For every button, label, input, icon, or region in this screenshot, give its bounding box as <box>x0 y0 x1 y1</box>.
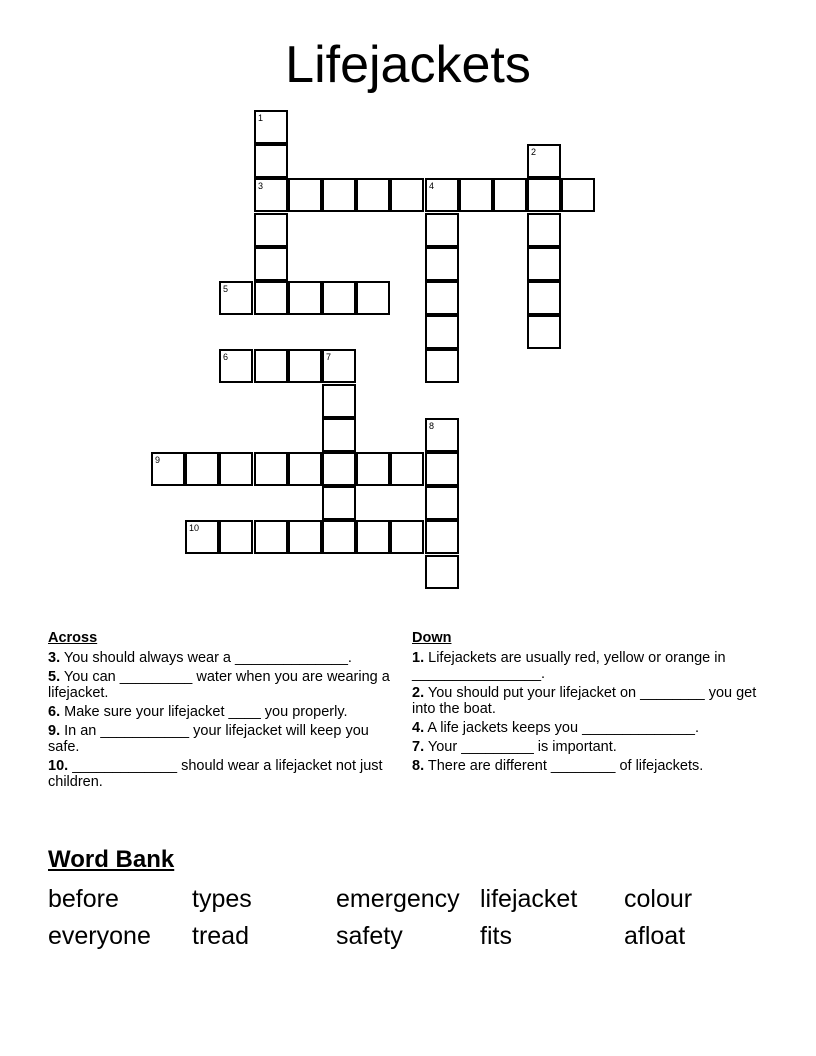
grid-cell[interactable] <box>254 247 288 281</box>
clue-number: 6 <box>223 352 229 362</box>
grid-cell[interactable] <box>219 349 253 383</box>
clue-across-9: 9. In an ___________ your lifejacket will keep you safe. <box>48 723 369 755</box>
grid-cell[interactable] <box>425 349 459 383</box>
word-bank-item: afloat <box>624 922 686 950</box>
grid-cell[interactable] <box>527 213 561 247</box>
clue-number: 10 <box>189 523 200 533</box>
grid-cell[interactable] <box>561 178 595 212</box>
grid-cell[interactable] <box>425 520 459 554</box>
word-bank-item: tread <box>192 922 249 950</box>
clue-down-2: 2. You should put your lifejacket on ________ you get into the boat. <box>412 685 757 717</box>
clue-number: 2 <box>531 147 537 157</box>
grid-cell[interactable] <box>390 452 424 486</box>
grid-cell[interactable] <box>322 486 356 520</box>
grid-cell[interactable] <box>322 384 356 418</box>
grid-cell[interactable] <box>527 178 561 212</box>
clue-across-5: 5. You can _________ water when you are wearing a lifejacket. <box>48 669 390 701</box>
clue-number: 7 <box>326 352 332 362</box>
clue-number: 1 <box>258 113 264 123</box>
clue-across-3: 3. You should always wear a ______________. <box>48 650 352 666</box>
clue-down-1: 1. Lifejackets are usually red, yellow or orange in ________________. <box>412 650 726 682</box>
grid-cell[interactable] <box>390 178 424 212</box>
grid-cell[interactable] <box>527 144 561 178</box>
grid-cell[interactable] <box>185 452 219 486</box>
grid-cell[interactable] <box>356 520 390 554</box>
grid-cell[interactable] <box>254 281 288 315</box>
clue-number: 9 <box>155 455 161 465</box>
grid-cell[interactable] <box>425 486 459 520</box>
clue-down-4: 4. A life jackets keeps you ______________. <box>412 720 700 736</box>
puzzle-title: Lifejackets <box>285 36 531 94</box>
clue-number: 5 <box>223 284 229 294</box>
grid-cell[interactable] <box>254 213 288 247</box>
grid-cell[interactable] <box>322 520 356 554</box>
clue-number: 8 <box>429 421 435 431</box>
clue-down-7: 7. Your _________ is important. <box>412 739 617 755</box>
grid-cell[interactable] <box>425 452 459 486</box>
grid-cell[interactable] <box>219 281 253 315</box>
word-bank-item: everyone <box>48 922 151 950</box>
grid-cell[interactable] <box>288 520 322 554</box>
grid-cell[interactable] <box>356 281 390 315</box>
grid-cell[interactable] <box>527 247 561 281</box>
grid-cell[interactable] <box>185 520 219 554</box>
grid-cell[interactable] <box>459 178 493 212</box>
grid-cell[interactable] <box>356 178 390 212</box>
grid-cell[interactable] <box>527 281 561 315</box>
clue-number: 3 <box>258 181 264 191</box>
grid-cell[interactable] <box>425 178 459 212</box>
word-bank-item: before <box>48 885 119 913</box>
clue-down-8: 8. There are different ________ of lifejackets. <box>412 758 704 774</box>
grid-cell[interactable] <box>288 281 322 315</box>
grid-cell[interactable] <box>254 520 288 554</box>
down-heading: Down <box>412 630 452 646</box>
grid-cell[interactable] <box>254 144 288 178</box>
grid-cell[interactable] <box>527 315 561 349</box>
grid-cell[interactable] <box>219 452 253 486</box>
word-bank-heading: Word Bank <box>48 846 175 873</box>
grid-cell[interactable] <box>151 452 185 486</box>
grid-cell[interactable] <box>288 452 322 486</box>
grid-cell[interactable] <box>322 452 356 486</box>
clue-across-10: 10. _____________ should wear a lifejacket not just children. <box>48 758 383 790</box>
across-clues <box>48 630 393 793</box>
grid-cell[interactable] <box>322 349 356 383</box>
grid-cell[interactable] <box>493 178 527 212</box>
word-bank-item: safety <box>336 922 403 950</box>
grid-cell[interactable] <box>425 281 459 315</box>
grid-cell[interactable] <box>425 213 459 247</box>
clue-across-6: 6. Make sure your lifejacket ____ you properly. <box>48 704 348 720</box>
down-clues <box>412 630 762 777</box>
grid-cell[interactable] <box>425 247 459 281</box>
grid-cell[interactable] <box>288 349 322 383</box>
grid-cell[interactable] <box>425 315 459 349</box>
grid-cell[interactable] <box>322 418 356 452</box>
across-heading: Across <box>48 630 98 646</box>
grid-cell[interactable] <box>254 110 288 144</box>
grid-cell[interactable] <box>219 520 253 554</box>
grid-cell[interactable] <box>425 555 459 589</box>
word-bank-item: emergency <box>336 885 460 913</box>
word-bank-item: colour <box>624 885 693 913</box>
word-bank-item: types <box>192 885 252 913</box>
grid-cell[interactable] <box>254 349 288 383</box>
word-bank-item: lifejacket <box>480 885 578 913</box>
grid-cell[interactable] <box>288 178 322 212</box>
grid-cell[interactable] <box>254 452 288 486</box>
grid-cell[interactable] <box>390 520 424 554</box>
grid-cell[interactable] <box>322 281 356 315</box>
grid-cell[interactable] <box>254 178 288 212</box>
clue-number: 4 <box>429 181 435 191</box>
grid-cell[interactable] <box>322 178 356 212</box>
word-bank-item: fits <box>480 922 512 950</box>
grid-cell[interactable] <box>356 452 390 486</box>
grid-cell[interactable] <box>425 418 459 452</box>
